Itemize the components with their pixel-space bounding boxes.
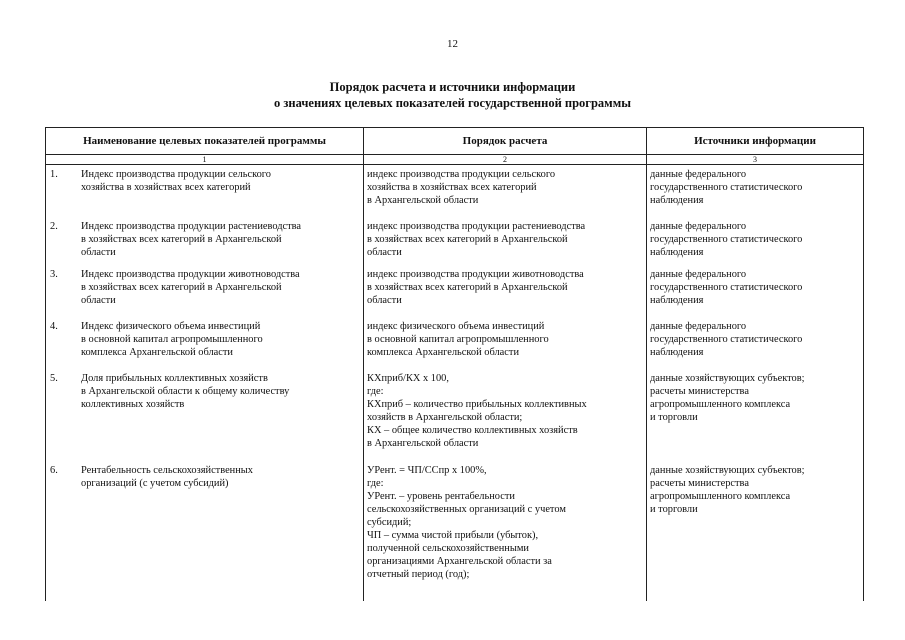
indicator-name-cell: [46, 461, 364, 601]
table-row: [46, 165, 864, 217]
indicator-name-cell: [46, 369, 364, 461]
information-source-line: наблюдения: [650, 346, 704, 358]
information-source-line: данные федерального: [650, 220, 747, 232]
indicator-name-cell: [46, 317, 364, 369]
information-source-line: данные федерального: [650, 169, 747, 180]
indicator-name-line: организаций (с учетом субсидий): [81, 477, 229, 489]
calculation-method-line: в хозяйствах всех категорий в Архангельской: [367, 281, 568, 293]
indicators-table: [45, 127, 864, 601]
information-source-line: и торговли: [650, 503, 698, 515]
page-number: 12: [447, 38, 458, 50]
information-source-line: агропромышленного комплекса: [650, 398, 791, 410]
calculation-method-line: индекс производства продукции животноводства: [367, 268, 584, 280]
header-indicator-name: Наименование целевых показателей программы: [46, 128, 364, 155]
calculation-method-line: в хозяйствах всех категорий в Архангельской: [367, 233, 568, 245]
information-source-line: данные федерального: [650, 320, 747, 332]
indicator-name-cell: [46, 165, 364, 217]
indicator-name-line: хозяйства в хозяйствах всех категорий: [81, 182, 251, 193]
column-number: 2: [364, 155, 647, 165]
information-source-line: расчеты министерства: [650, 385, 749, 397]
table-body: [46, 165, 864, 601]
calculation-method-line: субсидий;: [367, 516, 412, 528]
indicator-name-line: области: [81, 294, 116, 306]
indicator-name-line: комплекса Архангельской области: [81, 346, 233, 358]
calculation-method-line: области: [367, 246, 402, 258]
calculation-method-line: сельскохозяйственных организаций с учетом: [367, 503, 566, 515]
table-row: [46, 317, 864, 369]
information-source-line: государственного статистического: [650, 233, 803, 245]
calculation-method-line: организациями Архангельской области за: [367, 555, 552, 567]
calculation-method-line: комплекса Архангельской области: [367, 346, 520, 358]
calculation-method-line: УРент. – уровень рентабельности: [367, 490, 515, 502]
information-source-line: расчеты министерства: [650, 477, 749, 489]
calculation-method-line: где:: [367, 477, 384, 489]
calculation-method-line: области: [367, 294, 402, 306]
calculation-method-line: полученной сельскохозяйственными: [367, 542, 529, 554]
information-source-line: данные федерального: [650, 268, 747, 280]
calculation-method-line: КХ – общее количество коллективных хозяйств: [367, 424, 578, 436]
title-line-1: Порядок расчета и источники информации: [329, 80, 576, 94]
calculation-method-line: хозяйства в хозяйствах всех категорий: [367, 182, 537, 193]
information-source-line: данные хозяйствующих субъектов;: [650, 464, 805, 476]
indicator-name-line: коллективных хозяйств: [81, 398, 185, 410]
information-source-cell: [647, 369, 864, 461]
indicator-name-line: Индекс физического объема инвестиций: [81, 320, 261, 332]
calculation-method-cell: [364, 165, 647, 217]
information-source-line: наблюдения: [650, 195, 704, 206]
row-number: 2.: [50, 220, 58, 232]
calculation-method-line: где:: [367, 385, 384, 397]
row-number: 6.: [50, 464, 58, 476]
calculation-method-cell: [364, 265, 647, 317]
row-number: 3.: [50, 268, 58, 280]
indicator-name-line: Индекс производства продукции сельского: [81, 169, 271, 180]
information-source-cell: [647, 317, 864, 369]
calculation-method-line: в Архангельской области: [367, 195, 479, 206]
document-title: [0, 79, 905, 111]
table-row: [46, 265, 864, 317]
row-number: 4.: [50, 320, 58, 332]
indicator-name-line: в хозяйствах всех категорий в Архангельской: [81, 281, 282, 293]
calculation-method-line: индекс физического объема инвестиций: [367, 320, 545, 332]
information-source-cell: [647, 165, 864, 217]
information-source-line: государственного статистического: [650, 333, 803, 345]
indicator-name-cell: [46, 265, 364, 317]
column-number: 3: [647, 155, 864, 165]
indicator-name-line: области: [81, 246, 116, 258]
calculation-method-line: ЧП – сумма чистой прибыли (убыток),: [367, 529, 539, 541]
information-source-cell: [647, 265, 864, 317]
calculation-method-line: УРент. = ЧП/ССпр х 100%,: [367, 464, 487, 476]
indicator-name-line: Доля прибыльных коллективных хозяйств: [81, 372, 268, 384]
calculation-method-line: индекс производства продукции сельского: [367, 169, 556, 180]
indicator-name-cell: [46, 217, 364, 265]
indicator-name-line: Индекс производства продукции животноводства: [81, 268, 300, 280]
information-source-line: данные хозяйствующих субъектов;: [650, 372, 805, 384]
calculation-method-cell: [364, 369, 647, 461]
table-row: [46, 369, 864, 461]
column-number: 1: [46, 155, 364, 165]
table-row: [46, 217, 864, 265]
table-header-row: [46, 128, 864, 155]
calculation-method-cell: [364, 461, 647, 601]
indicator-name-line: в Архангельской области к общему количеству: [81, 385, 290, 397]
indicator-name-line: в хозяйствах всех категорий в Архангельской: [81, 233, 282, 245]
information-source-line: агропромышленного комплекса: [650, 490, 791, 502]
indicator-name-line: Индекс производства продукции растениеводства: [81, 220, 302, 232]
row-number: 5.: [50, 372, 58, 384]
information-source-line: государственного статистического: [650, 281, 803, 293]
calculation-method-line: хозяйств в Архангельской области;: [367, 411, 523, 423]
indicator-name-line: в основной капитал агропромышленного: [81, 333, 263, 345]
title-line-2: о значениях целевых показателей государственной программы: [274, 96, 631, 110]
column-number-row: [46, 155, 864, 165]
header-calculation-method: Порядок расчета: [364, 128, 647, 155]
information-source-line: наблюдения: [650, 246, 704, 258]
information-source-line: и торговли: [650, 411, 698, 423]
header-information-source: Источники информации: [647, 128, 864, 155]
indicator-name-line: Рентабельность сельскохозяйственных: [81, 464, 253, 476]
information-source-line: наблюдения: [650, 294, 704, 306]
information-source-cell: [647, 217, 864, 265]
row-number: 1.: [50, 169, 58, 180]
calculation-method-line: КХприб/КХ х 100,: [367, 372, 449, 384]
calculation-method-cell: [364, 317, 647, 369]
calculation-method-line: индекс производства продукции растениеводства: [367, 220, 586, 232]
calculation-method-cell: [364, 217, 647, 265]
calculation-method-line: КХприб – количество прибыльных коллективных: [367, 398, 587, 410]
calculation-method-line: в основной капитал агропромышленного: [367, 333, 549, 345]
calculation-method-line: в Архангельской области: [367, 437, 479, 449]
calculation-method-line: отчетный период (год);: [367, 568, 470, 580]
table-row: [46, 461, 864, 601]
information-source-line: государственного статистического: [650, 182, 803, 193]
information-source-cell: [647, 461, 864, 601]
